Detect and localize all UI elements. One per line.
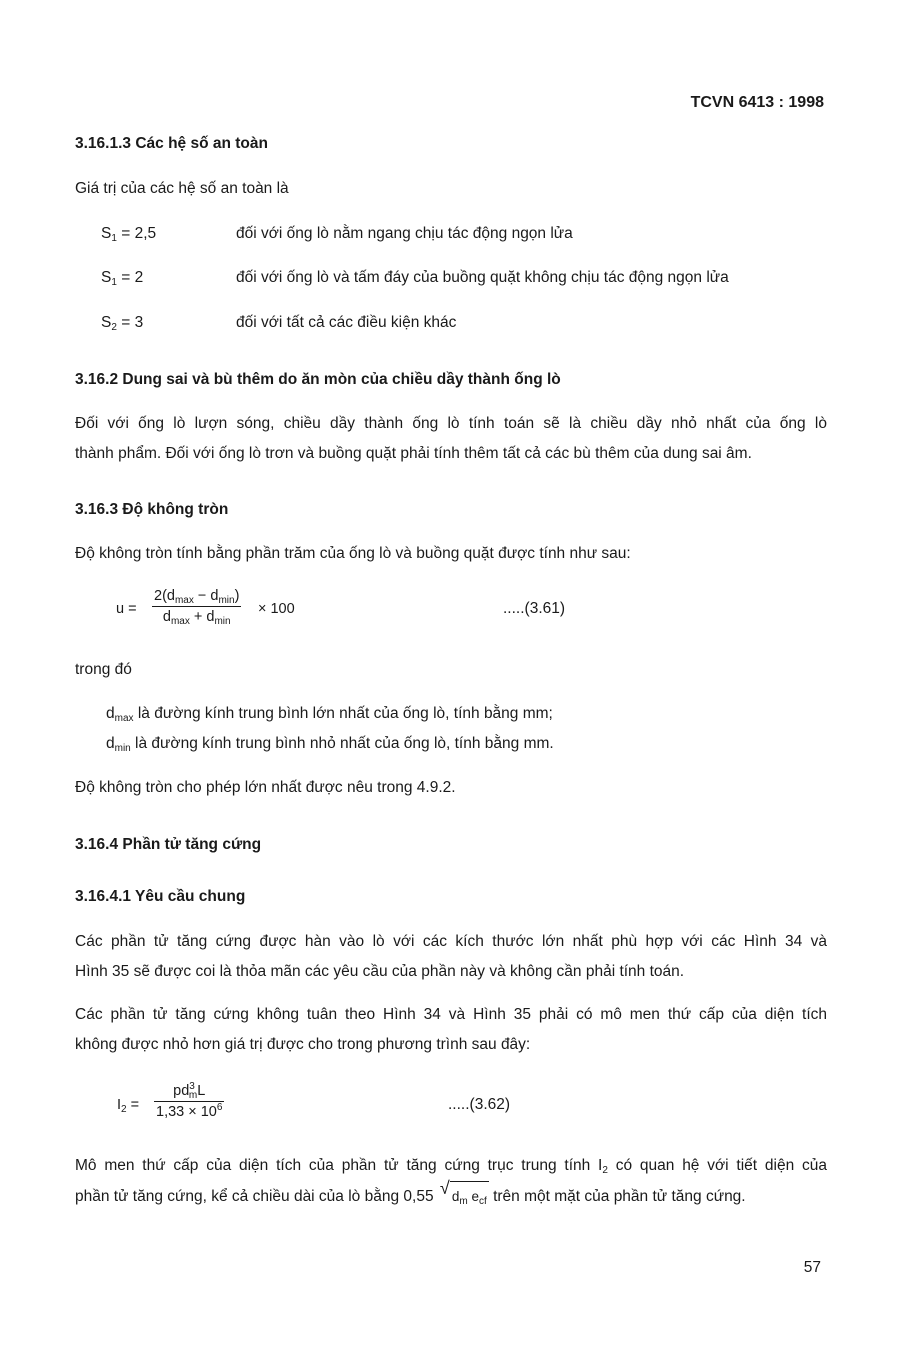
definition-d-min: $d_{min}$ là đường kính trung bình nhỏ nhất của ống lò, tính bằng mm.	[106, 735, 554, 754]
paragraph-line: không được nhỏ hơn giá trị được cho trong phương trình sau đây:	[75, 1036, 531, 1053]
out-of-roundness-note: Độ không tròn cho phép lớn nhất được nêu trong 4.9.2.	[75, 779, 456, 796]
equation-fraction	[154, 1083, 224, 1120]
equation-lhs: $I_2$ =	[117, 1097, 140, 1115]
factor-description: đối với ống lò nằm ngang chịu tác động ngọn lửa	[236, 225, 573, 242]
tolerance-paragraph	[75, 409, 827, 469]
where-label: trong đó	[75, 661, 132, 678]
paragraph-line: Các phần tử tăng cứng được hàn vào lò với các kích thước lớn nhất phù hợp với các Hình 34 và	[75, 933, 827, 950]
page-number: 57	[803, 1259, 821, 1276]
stiffener-paragraph-1	[75, 927, 827, 987]
definition-d-max: $d_{max}$ là đường kính trung bình lớn nhất của ống lò, tính bằng mm;	[106, 705, 553, 724]
factor-symbol: $S_1 = 2$	[101, 269, 144, 288]
safety-factors-intro: Giá trị của các hệ số an toàn là	[75, 180, 289, 197]
section-heading-3-16-1-3: 3.16.1.3 Các hệ số an toàn	[75, 135, 268, 152]
paragraph-line: phần tử tăng cứng, kể cả chiều dài của lò bằng 0,55 √ $d_m$ $e_{cf}$ trên một mặt của phần tử tăng cứng.	[75, 1181, 827, 1212]
equation-multiplier: × 100	[258, 601, 295, 617]
fraction-denominator: $d_{max} + d_{min}$	[152, 606, 241, 625]
out-of-roundness-intro: Độ không tròn tính bằng phần trăm của ống lò và buồng quặt được tính như sau:	[75, 545, 631, 562]
radical-sign-icon: √	[439, 1178, 450, 1198]
stiffener-paragraph-3	[75, 1151, 827, 1212]
paragraph-line: Các phần tử tăng cứng không tuân theo Hình 34 và Hình 35 phải có mô men thứ cấp của diện tích	[75, 1006, 827, 1023]
fraction-denominator: $1,33 \times 10^6$	[156, 1102, 223, 1120]
section-heading-3-16-2: 3.16.2 Dung sai và bù thêm do ăn mòn của chiều dầy thành ống lò	[75, 371, 561, 388]
factor-description: đối với ống lò và tấm đáy của buồng quặt không chịu tác động ngọn lửa	[236, 269, 729, 286]
section-heading-3-16-4-1: 3.16.4.1 Yêu cầu chung	[75, 888, 246, 905]
fraction-numerator: $pd^3_mL$	[173, 1081, 206, 1101]
equation-lhs: u =	[116, 601, 137, 617]
paragraph-line: Mô men thứ cấp của diện tích của phần tử tăng cứng trục trung tính $I_2$ có quan hệ với tiết diện của	[75, 1157, 827, 1176]
section-heading-3-16-4: 3.16.4 Phần tử tăng cứng	[75, 836, 262, 853]
section-heading-3-16-3: 3.16.3 Độ không tròn	[75, 501, 229, 518]
factor-description: đối với tất cả các điều kiện khác	[236, 314, 457, 331]
paragraph-line: Hình 35 sẽ được coi là thỏa mãn các yêu cầu của phần này và không cần phải tính toán.	[75, 963, 685, 980]
paragraph-line: Đối với ống lò lượn sóng, chiều dầy thành ống lò tính toán sẽ là chiều dầy nhỏ nhất của ống lò	[75, 415, 827, 432]
square-root-expression: √ $d_m$ $e_{cf}$	[440, 1181, 489, 1212]
equation-number: .....(3.62)	[448, 1096, 511, 1113]
equation-number: .....(3.61)	[503, 600, 566, 617]
paragraph-line: thành phẩm. Đối với ống lò trơn và buồng quặt phải tính thêm tất cả các bù thêm của dung sai âm.	[75, 445, 752, 462]
equation-fraction	[152, 588, 241, 625]
stiffener-paragraph-2	[75, 1000, 827, 1060]
factor-symbol: $S_1 = 2,5$	[101, 225, 157, 244]
factor-symbol: $S_2 = 3$	[101, 314, 144, 333]
standard-code: TCVN 6413 : 1998	[690, 94, 824, 111]
fraction-numerator: $2(d_{max} - d_{min})$	[154, 588, 240, 606]
